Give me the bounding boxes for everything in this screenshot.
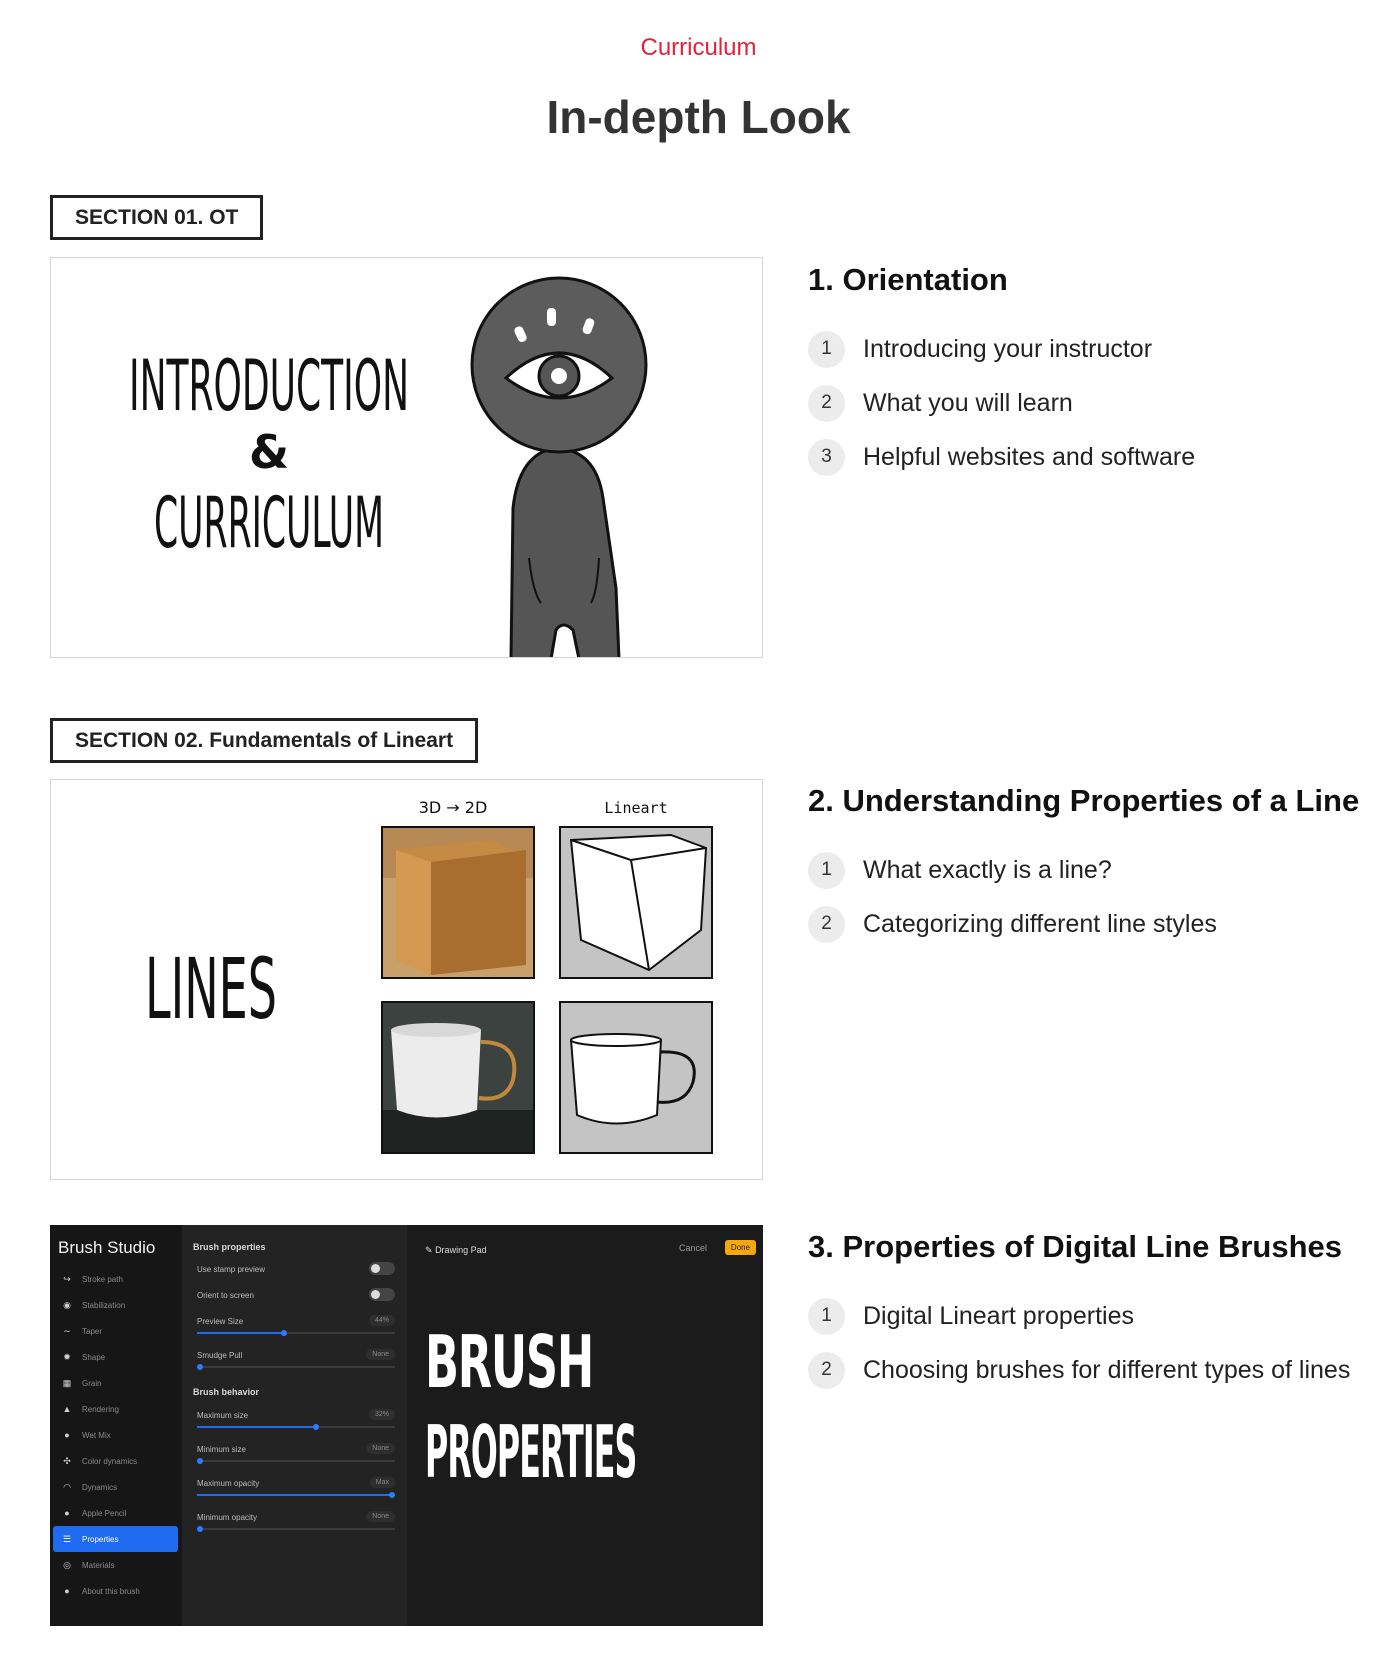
maximum-opacity-value: Max [370,1477,395,1488]
minimum-size-slider[interactable]: Minimum size None [197,1445,395,1454]
color-dynamics-icon: ✣ [63,1455,71,1466]
course-02 [808,783,1368,951]
lesson-title: Categorizing different line styles [863,909,1217,938]
lesson-item[interactable] [808,430,1368,484]
sidebar-item-shape[interactable]: ✹ Shape [53,1344,178,1370]
smudge-pull-slider[interactable]: Smudge Pull None [197,1351,395,1360]
intro-line-2: & [248,425,290,479]
section-tag-02: SECTION 02. Fundamentals of Lineart [50,718,478,763]
lesson-number-badge: 1 [808,331,845,368]
apple-pencil-icon: ● [64,1508,70,1518]
lesson-item[interactable] [808,376,1368,430]
sidebar-item-taper[interactable]: ∼ Taper [53,1318,178,1344]
properties-icon: ☰ [62,1533,72,1544]
maximum-opacity-slider[interactable]: Maximum opacity Max [197,1479,395,1488]
lesson-item[interactable] [808,1289,1368,1343]
drawing-pad-label: ✎ Drawing Pad [425,1245,487,1255]
lesson-list [808,843,1368,951]
minimum-opacity-handle[interactable] [197,1526,203,1532]
lesson-item[interactable] [808,1343,1368,1397]
lesson-number-badge: 2 [808,385,845,422]
page-title: In-depth Look [546,91,851,143]
lesson-item[interactable] [808,843,1368,897]
brush-studio-sidebar [50,1225,182,1626]
eye-character-icon [472,278,646,658]
sidebar-item-about-this-brush[interactable]: ● About this brush [53,1578,178,1604]
info-icon: ● [64,1586,70,1596]
course-title: 3. Properties of Digital Line Brushes [808,1229,1343,1264]
brush-studio-thumbnail[interactable] [50,1225,763,1626]
lesson-item[interactable] [808,897,1368,951]
lines-word: LINES [145,940,277,1038]
intro-line-1: INTRODUCTION [129,345,409,427]
lines-illustration [51,780,763,1180]
minimum-size-value: None [366,1443,395,1454]
maximum-opacity-fill [197,1494,395,1496]
lesson-list [808,322,1368,484]
course-title: 2. Understanding Properties of a Line [808,783,1360,818]
dynamics-icon: ◠ [63,1481,71,1492]
maximum-size-value: 32% [369,1409,395,1420]
lesson-number-badge: 2 [808,1352,845,1389]
lesson-title: Choosing brushes for different types of lines [863,1355,1351,1384]
taper-icon: ∼ [63,1325,71,1336]
shape-icon: ✹ [63,1351,71,1362]
col-label-lineart: Lineart [604,799,668,817]
orient-to-screen-toggle[interactable] [369,1288,395,1301]
mug-lineart [560,1002,712,1153]
sidebar-item-apple-pencil[interactable]: ● Apple Pencil [53,1500,178,1526]
sidebar-item-properties[interactable]: ☰ Properties [53,1526,178,1552]
sidebar-item-materials[interactable]: ◎ Materials [53,1552,178,1578]
box-lineart [560,827,712,978]
lesson-title: Introducing your instructor [863,334,1153,363]
lesson-number-badge: 1 [808,852,845,889]
lesson-list [808,1289,1368,1397]
sidebar-item-dynamics[interactable]: ◠ Dynamics [53,1474,178,1500]
brush-studio-title: Brush Studio [58,1238,156,1257]
stroke-path-icon: ↪ [63,1273,71,1284]
wet-mix-icon: ● [64,1430,70,1440]
brush-properties-heading: Brush properties [193,1242,266,1252]
maximum-size-slider[interactable]: Maximum size 32% [197,1411,395,1420]
course-title: 1. Orientation [808,262,1008,297]
sidebar-item-wet-mix[interactable]: ● Wet Mix [53,1422,178,1448]
intro-illustration [51,258,763,658]
preview-size-slider[interactable]: Preview Size 44% [197,1317,395,1326]
orient-to-screen-row[interactable]: Orient to screen [197,1291,395,1300]
section-02-thumbnail[interactable] [50,779,763,1180]
edit-icon: ✎ [425,1245,433,1255]
section-01-thumbnail[interactable] [50,257,763,658]
minimum-opacity-slider[interactable]: Minimum opacity None [197,1513,395,1522]
lesson-item[interactable] [808,322,1368,376]
done-button[interactable]: Done [725,1240,756,1255]
grain-icon: ▦ [62,1377,72,1388]
lesson-title: What you will learn [863,388,1073,417]
preview-size-fill [197,1332,284,1334]
sidebar-item-stroke-path[interactable]: ↪ Stroke path [53,1266,178,1292]
minimum-size-handle[interactable] [197,1458,203,1464]
box-photo [382,827,534,978]
lesson-number-badge: 2 [808,906,845,943]
use-stamp-preview-toggle[interactable] [369,1262,395,1275]
maximum-size-handle[interactable] [313,1424,319,1430]
brush-behavior-heading: Brush behavior [193,1387,260,1397]
col-label-3d-2d: 3D → 2D [418,798,488,817]
brush-properties-panel [182,1225,407,1626]
smudge-pull-handle[interactable] [197,1364,203,1370]
maximum-size-fill [197,1426,316,1428]
lesson-number-badge: 3 [808,439,845,476]
cancel-button[interactable]: Cancel [678,1243,707,1253]
intro-line-3: CURRICULUM [154,482,384,564]
materials-icon: ◎ [63,1559,71,1570]
pad-text-line-2: PROPERTIES [425,1410,637,1494]
sidebar-item-color-dynamics[interactable]: ✣ Color dynamics [53,1448,178,1474]
mug-photo [382,1002,534,1153]
stabilization-icon: ◉ [63,1299,71,1310]
eyebrow-label: Curriculum [640,34,757,61]
preview-size-handle[interactable] [281,1330,287,1336]
drawing-pad[interactable] [407,1225,763,1626]
maximum-opacity-handle[interactable] [389,1492,395,1498]
preview-size-value: 44% [369,1315,395,1326]
pad-text-line-1: BRUSH [425,1320,593,1404]
minimum-opacity-value: None [366,1511,395,1522]
lesson-title: What exactly is a line? [863,855,1112,884]
use-stamp-preview-row[interactable]: Use stamp preview [197,1265,395,1274]
sidebar-item-grain[interactable]: ▦ Grain [62,1377,102,1388]
section-tag-01: SECTION 01. OT [50,195,263,240]
course-03 [808,1229,1368,1397]
course-01 [808,262,1368,484]
sidebar-item-rendering[interactable]: ▲ Rendering [62,1404,119,1414]
lesson-number-badge: 1 [808,1298,845,1335]
rendering-icon: ▲ [62,1404,72,1414]
lesson-title: Digital Lineart properties [863,1301,1134,1330]
sidebar-item-stabilization[interactable]: ◉ Stabilization [53,1292,178,1318]
smudge-pull-value: None [366,1349,395,1360]
lesson-title: Helpful websites and software [863,442,1196,471]
